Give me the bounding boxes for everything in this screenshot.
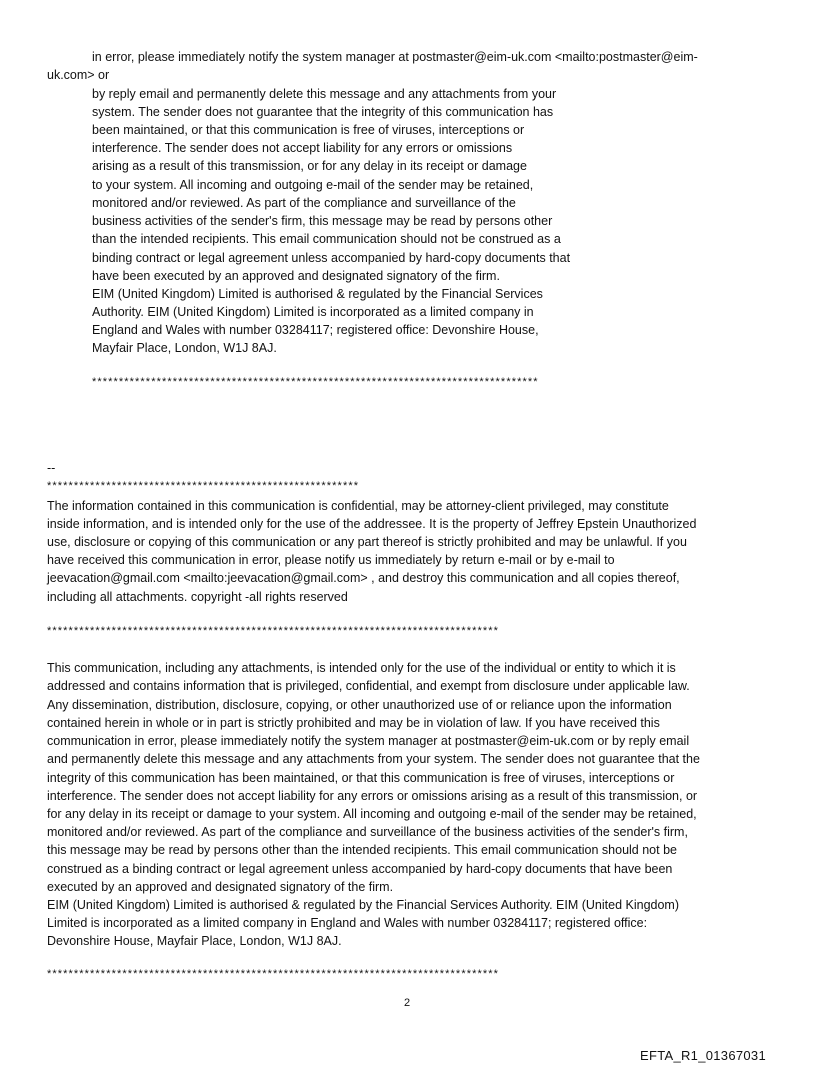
block2-line-1: inside information, and is intended only for the use of the addressee. It is the property of Jeffrey Epstein Unauthorized xyxy=(47,517,697,531)
block1-line-2: by reply email and permanently delete this message and any attachments from your xyxy=(92,87,557,101)
block2-line-5: including all attachments. copyright -all rights reserved xyxy=(47,590,348,604)
block3-line-2: Any dissemination, distribution, disclosure, copying, or other unauthorized use of or reliance upon the information xyxy=(47,698,672,712)
block3-line-5: and permanently delete this message and any attachments from your system. The sender does not guarantee that the xyxy=(47,752,700,766)
block1-separator: *********************************************************************************** xyxy=(92,376,539,388)
block3-line-0: This communication, including any attachments, is intended only for the use of the individual or entity to which it is xyxy=(47,661,676,675)
block3-line-14: Limited is incorporated as a limited company in England and Wales with number 03284117; registered office: xyxy=(47,916,648,930)
block3-line-4: communication in error, please immediately notify the system manager at postmaster@eim-uk.com or by reply email xyxy=(47,734,690,748)
block3-line-15: Devonshire House, Mayfair Place, London, W1J 8AJ. xyxy=(47,934,342,948)
block3-line-1: addressed and contains information that is privileged, confidential, and exempt from disclosure under applicable law. xyxy=(47,679,690,693)
block1-line-12: have been executed by an approved and designated signatory of the firm. xyxy=(92,269,500,283)
block2-separator-top: ********************************************************** xyxy=(47,480,360,492)
block1-line-5: interference. The sender does not accept liability for any errors or omissions xyxy=(92,141,513,155)
block2-line-3: have received this communication in error, please notify us immediately by return e-mail or by e-mail to xyxy=(47,553,615,567)
block1-line-14: Authority. EIM (United Kingdom) Limited is incorporated as a limited company in xyxy=(92,305,534,319)
block1-line-0: in error, please immediately notify the system manager at postmaster@eim-uk.com <mailto:postmaster@eim- xyxy=(92,50,698,64)
block3-separator: ************************************************************************************ xyxy=(47,968,499,980)
block2-line-4: jeevacation@gmail.com <mailto:jeevacation@gmail.com> , and destroy this communication and all copies thereof, xyxy=(47,571,680,585)
block1-line-10: than the intended recipients. This email communication should not be construed as a xyxy=(92,232,561,246)
block3-line-11: construed as a binding contract or legal agreement unless accompanied by hard-copy documents that have been xyxy=(47,862,673,876)
block1-line-3: system. The sender does not guarantee that the integrity of this communication has xyxy=(92,105,554,119)
block1-line-6: arising as a result of this transmission, or for any delay in its receipt or damage xyxy=(92,159,527,173)
block3-line-13: EIM (United Kingdom) Limited is authorised & regulated by the Financial Services Authority. EIM (United Kingdom) xyxy=(47,898,680,912)
block3-line-3: contained herein in whole or in part is strictly prohibited and may be in violation of law. If you have received this xyxy=(47,716,660,730)
block2-dashes: -- xyxy=(47,461,56,475)
block3-line-8: for any delay in its receipt or damage to your system. All incoming and outgoing e-mail of the sender may be retained, xyxy=(47,807,697,821)
block3-line-6: integrity of this communication has been maintained, or that this communication is free of viruses, interceptions or xyxy=(47,771,675,785)
block1-line-4: been maintained, or that this communication is free of viruses, interceptions or xyxy=(92,123,525,137)
block1-line-13: EIM (United Kingdom) Limited is authorised & regulated by the Financial Services xyxy=(92,287,543,301)
block1-line-11: binding contract or legal agreement unless accompanied by hard-copy documents that xyxy=(92,251,571,265)
block3-line-9: monitored and/or reviewed. As part of the compliance and surveillance of the business activities of the sender's firm, xyxy=(47,825,688,839)
block1-line-16: Mayfair Place, London, W1J 8AJ. xyxy=(92,341,277,355)
block3-line-10: this message may be read by persons other than the intended recipients. This email communication should not be xyxy=(47,843,677,857)
block1-line-8: monitored and/or reviewed. As part of the compliance and surveillance of the xyxy=(92,196,516,210)
block2-line-0: The information contained in this communication is confidential, may be attorney-client privileged, may constitute xyxy=(47,499,669,513)
block2-line-2: use, disclosure or copying of this communication or any part thereof is strictly prohibited and may be unlawful. If you xyxy=(47,535,687,549)
block1-line-1: uk.com> or xyxy=(47,68,110,82)
block3-line-12: executed by an approved and designated signatory of the firm. xyxy=(47,880,394,894)
document-id: EFTA_R1_01367031 xyxy=(640,1048,766,1063)
page-number: 2 xyxy=(404,997,411,1009)
block1-line-15: England and Wales with number 03284117; registered office: Devonshire House, xyxy=(92,323,539,337)
block3-line-7: interference. The sender does not accept liability for any errors or omissions arising as a result of this transmission, or xyxy=(47,789,698,803)
block1-line-9: business activities of the sender's firm, this message may be read by persons other xyxy=(92,214,553,228)
block2-separator-bottom: ************************************************************************************ xyxy=(47,625,499,637)
block1-line-7: to your system. All incoming and outgoing e-mail of the sender may be retained, xyxy=(92,178,534,192)
